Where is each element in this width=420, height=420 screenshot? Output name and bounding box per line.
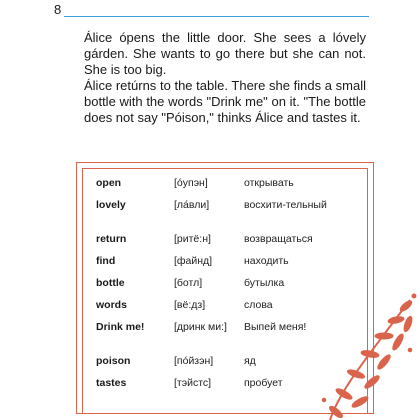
story-paragraph-1: Álice ópens the little door. She sees a lóvely gárden. She wants to go there but she can not. She is too big. bbox=[84, 30, 366, 77]
vocab-transcription: [пóйзэн] bbox=[174, 355, 214, 367]
vocab-row bbox=[96, 228, 326, 250]
vocab-transcription: [дринк ми:] bbox=[174, 321, 227, 333]
vocab-translation: слова bbox=[244, 299, 273, 311]
vocab-transcription: [тэйстс] bbox=[174, 377, 212, 389]
vocabulary-table bbox=[96, 172, 326, 394]
vocab-word: find bbox=[96, 255, 116, 267]
vocab-transcription: [ботл] bbox=[174, 277, 203, 289]
vocab-translation: находить bbox=[244, 255, 289, 267]
vocab-translation: Выпей меня! bbox=[244, 321, 307, 333]
vocab-transcription: [óупэн] bbox=[174, 177, 208, 189]
header-rule bbox=[64, 16, 369, 17]
vocab-translation: яд bbox=[244, 355, 256, 367]
vocab-translation: бутылка bbox=[244, 277, 285, 289]
vocab-word: lovely bbox=[96, 199, 126, 211]
vocab-transcription: [ритё:н] bbox=[174, 233, 211, 245]
vocab-word: open bbox=[96, 177, 122, 189]
vocab-word: bottle bbox=[96, 277, 125, 289]
vocab-row bbox=[96, 294, 326, 316]
vocab-transcription: [файнд] bbox=[174, 255, 213, 267]
vocab-row bbox=[96, 194, 326, 228]
vocab-row bbox=[96, 316, 326, 350]
story-paragraph-2: Álice retúrns to the table. There she finds a small bottle with the words "Drink me" on it. "The bottle does not say "Póison," thinks Álice and tastes it. bbox=[84, 78, 366, 125]
vocab-row bbox=[96, 350, 326, 372]
vocab-translation: пробует bbox=[244, 377, 283, 389]
vocab-transcription: [ла́вли] bbox=[174, 199, 210, 211]
story-text bbox=[84, 30, 366, 126]
page-number: 8 bbox=[54, 2, 62, 17]
vocab-translation: возвращаться bbox=[244, 233, 313, 245]
vocab-row bbox=[96, 372, 326, 394]
vocab-row bbox=[96, 272, 326, 294]
vocab-row bbox=[96, 172, 326, 194]
vocab-word: words bbox=[96, 299, 127, 311]
vocab-translation: открывать bbox=[244, 177, 294, 189]
vocab-word: tastes bbox=[96, 377, 127, 389]
vocab-transcription: [вё:дз] bbox=[174, 299, 206, 311]
leaf-branch-ornament-icon bbox=[310, 290, 420, 420]
vocab-translation: восхити-тельный bbox=[244, 199, 327, 211]
vocab-word: Drink me! bbox=[96, 321, 145, 333]
vocab-word: poison bbox=[96, 355, 131, 367]
vocab-row bbox=[96, 250, 326, 272]
vocab-word: return bbox=[96, 233, 127, 245]
